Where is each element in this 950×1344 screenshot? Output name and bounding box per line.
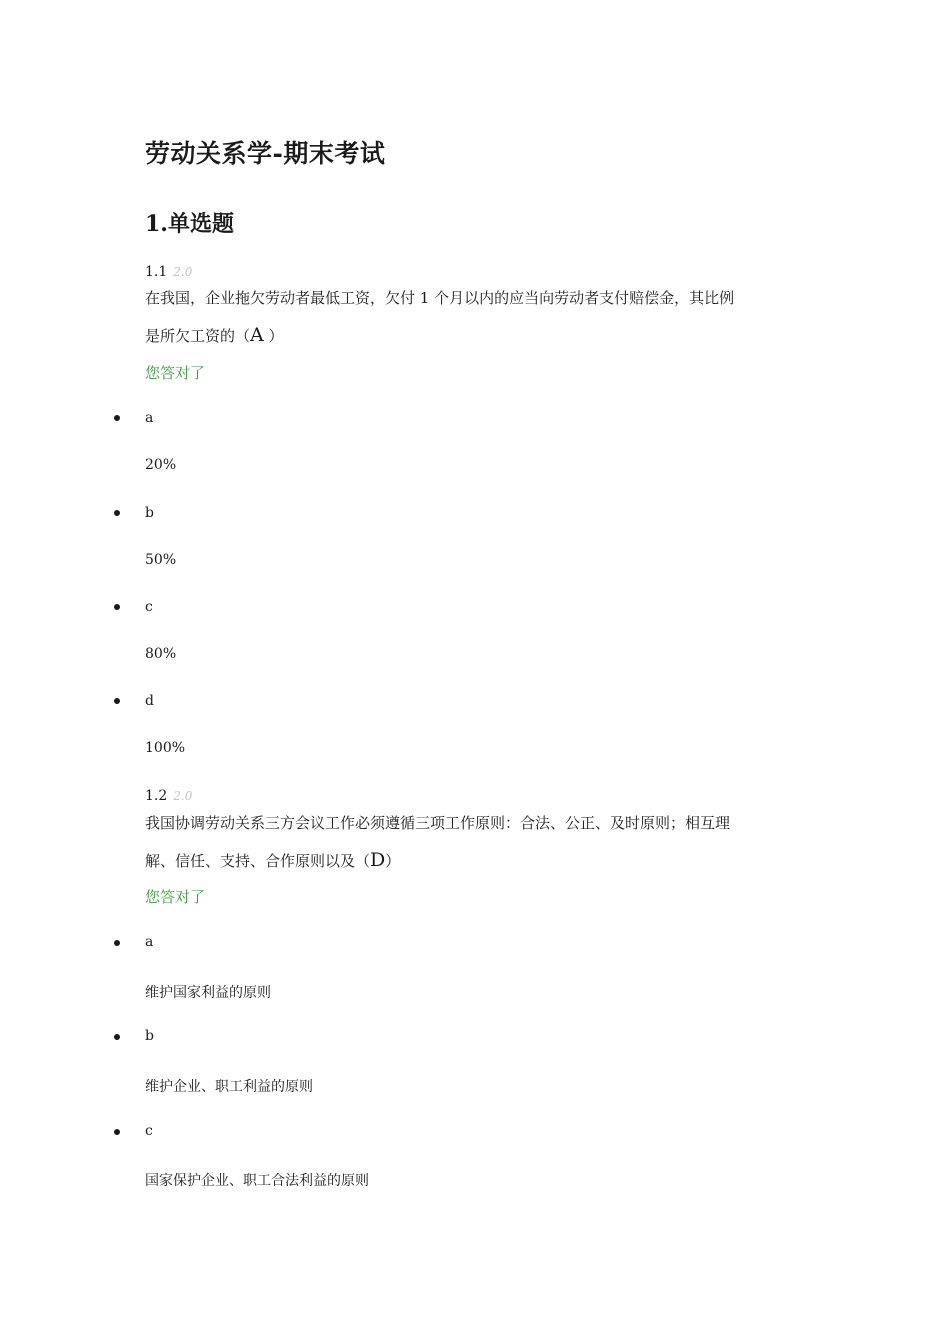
question-text-line-1: 在我国，企业拖欠劳动者最低工资，欠付 1 个月以内的应当向劳动者支付赔偿金，其比例: [145, 289, 735, 307]
option-text-c: 80%: [145, 646, 177, 662]
question-score: 2.0: [173, 265, 193, 279]
question-score: 2.0: [173, 789, 193, 803]
question-text-prefix: 解、信任、支持、合作原则以及（: [145, 852, 371, 870]
question-answer: A: [250, 324, 264, 346]
option-key-d: d: [145, 693, 154, 709]
option-key-a: a: [145, 410, 154, 426]
option-bullet: [114, 1034, 120, 1040]
question-text-line-2: [145, 324, 284, 346]
question-answer: D: [370, 849, 386, 871]
question-number-label: 1.1: [145, 264, 168, 280]
question-text-prefix: 是所欠工资的（: [145, 327, 251, 345]
document-title: 劳动关系学-期末考试: [145, 139, 386, 168]
option-key-a: a: [145, 934, 154, 950]
option-text-c: 国家保护企业、职工合法利益的原则: [145, 1173, 369, 1189]
option-key-b: b: [145, 1028, 154, 1044]
section-title: 1.单选题: [145, 211, 234, 237]
option-bullet: [114, 415, 120, 421]
question-text-suffix: ）: [263, 327, 284, 345]
option-bullet: [114, 510, 120, 516]
option-key-b: b: [145, 505, 154, 521]
option-bullet: [114, 604, 120, 610]
option-text-b: 50%: [145, 552, 177, 568]
option-text-a: 维护国家利益的原则: [145, 985, 271, 1001]
question-text-suffix: ）: [385, 852, 401, 870]
question-number: [145, 264, 192, 280]
answer-feedback: 您答对了: [145, 364, 206, 382]
option-bullet: [114, 940, 120, 946]
question-number: [145, 788, 192, 804]
option-bullet: [114, 698, 120, 704]
answer-feedback: 您答对了: [145, 888, 206, 906]
option-text-b: 维护企业、职工利益的原则: [145, 1079, 313, 1095]
question-text-line-2: [145, 849, 400, 871]
question-number-label: 1.2: [145, 788, 168, 804]
option-text-d: 100%: [145, 740, 186, 756]
option-key-c: c: [145, 599, 153, 615]
option-bullet: [114, 1129, 120, 1135]
option-key-c: c: [145, 1123, 153, 1139]
question-text-line-1: 我国协调劳动关系三方会议工作必须遵循三项工作原则：合法、公正、及时原则；相互理: [145, 814, 731, 832]
option-text-a: 20%: [145, 457, 177, 473]
